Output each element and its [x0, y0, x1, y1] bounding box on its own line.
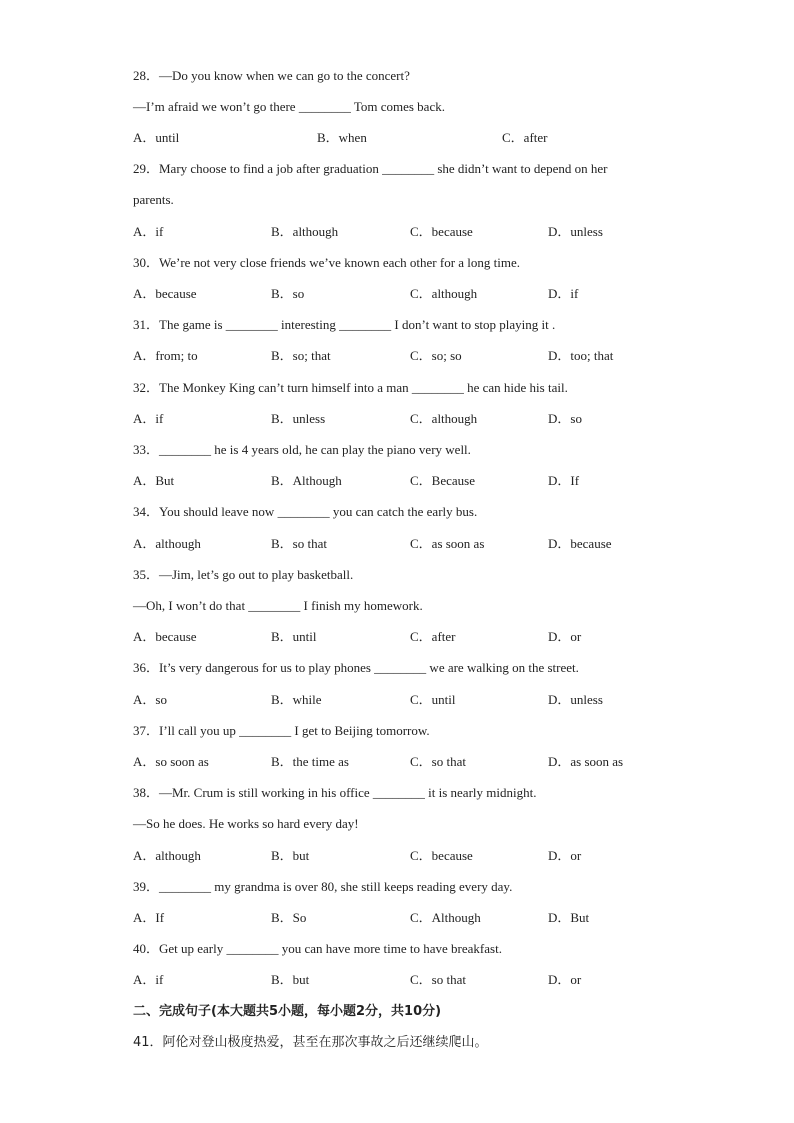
question-40-option-c: C．so that	[410, 972, 466, 987]
question-39-option-a: A．If	[133, 910, 165, 925]
question-36-option-a: A．so	[133, 692, 167, 707]
question-35-option-a: A．because	[133, 629, 197, 644]
question-30-option-d: D．if	[548, 286, 579, 301]
question-33-option-b: B．Although	[271, 473, 342, 488]
question-35-option-d: D．or	[548, 629, 582, 644]
question-34-option-c: C．as soon as	[410, 536, 485, 551]
question-33-option-c: C．Because	[410, 473, 475, 488]
question-29-option-b: B．although	[271, 224, 339, 239]
question-36-option-b: B．while	[271, 692, 322, 707]
question-36-option-d: D．unless	[548, 692, 603, 707]
question-41-line-1: 41．阿伦对登山极度热爱，甚至在那次事故之后还继续爬山。	[133, 1035, 488, 1050]
question-28-line-2: —I’m afraid we won’t go there ________ Tom comes back.	[133, 99, 445, 114]
question-32-option-a: A．if	[133, 411, 164, 426]
question-29-line-1: 29．Mary choose to find a job after graduation ________ she didn’t want to depend on her	[133, 161, 608, 176]
question-37-option-c: C．so that	[410, 754, 466, 769]
question-32-line-1: 32．The Monkey King can’t turn himself into a man ________ he can hide his tail.	[133, 380, 568, 395]
question-40-option-d: D．or	[548, 972, 582, 987]
question-40-option-b: B．but	[271, 972, 310, 987]
question-33-option-d: D．If	[548, 473, 580, 488]
question-38-option-c: C．because	[410, 848, 473, 863]
question-29-option-c: C．because	[410, 224, 473, 239]
question-31-option-c: C．so; so	[410, 348, 462, 363]
question-37-line-1: 37．I’ll call you up ________ I get to Beijing tomorrow.	[133, 723, 430, 738]
question-29-line-2: parents.	[133, 192, 174, 207]
question-39-option-d: D．But	[548, 910, 590, 925]
question-30-option-a: A．because	[133, 286, 197, 301]
question-31-option-d: D．too; that	[548, 348, 614, 363]
question-39-option-b: B．So	[271, 910, 307, 925]
question-30-option-c: C．although	[410, 286, 478, 301]
section-heading: 二、完成句子(本大题共5小题，每小题2分，共10分)	[133, 1004, 442, 1019]
question-37-option-b: B．the time as	[271, 754, 349, 769]
question-32-option-d: D．so	[548, 411, 582, 426]
question-35-option-c: C．after	[410, 629, 456, 644]
question-28-option-c: C．after	[502, 130, 548, 145]
question-33-option-a: A．But	[133, 473, 175, 488]
question-36-line-1: 36．It’s very dangerous for us to play phones ________ we are walking on the street.	[133, 660, 579, 675]
question-35-line-2: —Oh, I won’t do that ________ I finish my homework.	[133, 598, 423, 613]
question-31-option-b: B．so; that	[271, 348, 331, 363]
question-28-line-1: 28．—Do you know when we can go to the concert?	[133, 68, 410, 83]
question-33-line-1: 33．________ he is 4 years old, he can play the piano very well.	[133, 442, 471, 457]
question-31-option-a: A．from; to	[133, 348, 198, 363]
question-39-line-1: 39．________ my grandma is over 80, she still keeps reading every day.	[133, 879, 513, 894]
question-37-option-a: A．so soon as	[133, 754, 209, 769]
question-35-option-b: B．until	[271, 629, 317, 644]
question-36-option-c: C．until	[410, 692, 456, 707]
question-30-line-1: 30．We’re not very close friends we’ve known each other for a long time.	[133, 255, 521, 270]
question-34-option-b: B．so that	[271, 536, 327, 551]
question-30-option-b: B．so	[271, 286, 305, 301]
question-38-line-2: —So he does. He works so hard every day!	[133, 816, 359, 831]
question-40-line-1: 40．Get up early ________ you can have more time to have breakfast.	[133, 941, 502, 956]
question-37-option-d: D．as soon as	[548, 754, 624, 769]
question-38-option-d: D．or	[548, 848, 582, 863]
question-38-option-b: B．but	[271, 848, 310, 863]
question-31-line-1: 31．The game is ________ interesting ________ I don’t want to stop playing it .	[133, 317, 556, 332]
question-39-option-c: C．Although	[410, 910, 481, 925]
question-35-line-1: 35．—Jim, let’s go out to play basketball.	[133, 567, 354, 582]
question-32-option-c: C．although	[410, 411, 478, 426]
question-34-option-d: D．because	[548, 536, 612, 551]
question-34-line-1: 34．You should leave now ________ you can catch the early bus.	[133, 504, 478, 519]
question-34-option-a: A．although	[133, 536, 201, 551]
question-40-option-a: A．if	[133, 972, 164, 987]
question-28-option-a: A．until	[133, 130, 180, 145]
question-38-line-1: 38．—Mr. Crum is still working in his office ________ it is nearly midnight.	[133, 785, 537, 800]
question-32-option-b: B．unless	[271, 411, 326, 426]
question-29-option-d: D．unless	[548, 224, 603, 239]
question-29-option-a: A．if	[133, 224, 164, 239]
question-28-option-b: B．when	[317, 130, 367, 145]
question-38-option-a: A．although	[133, 848, 201, 863]
